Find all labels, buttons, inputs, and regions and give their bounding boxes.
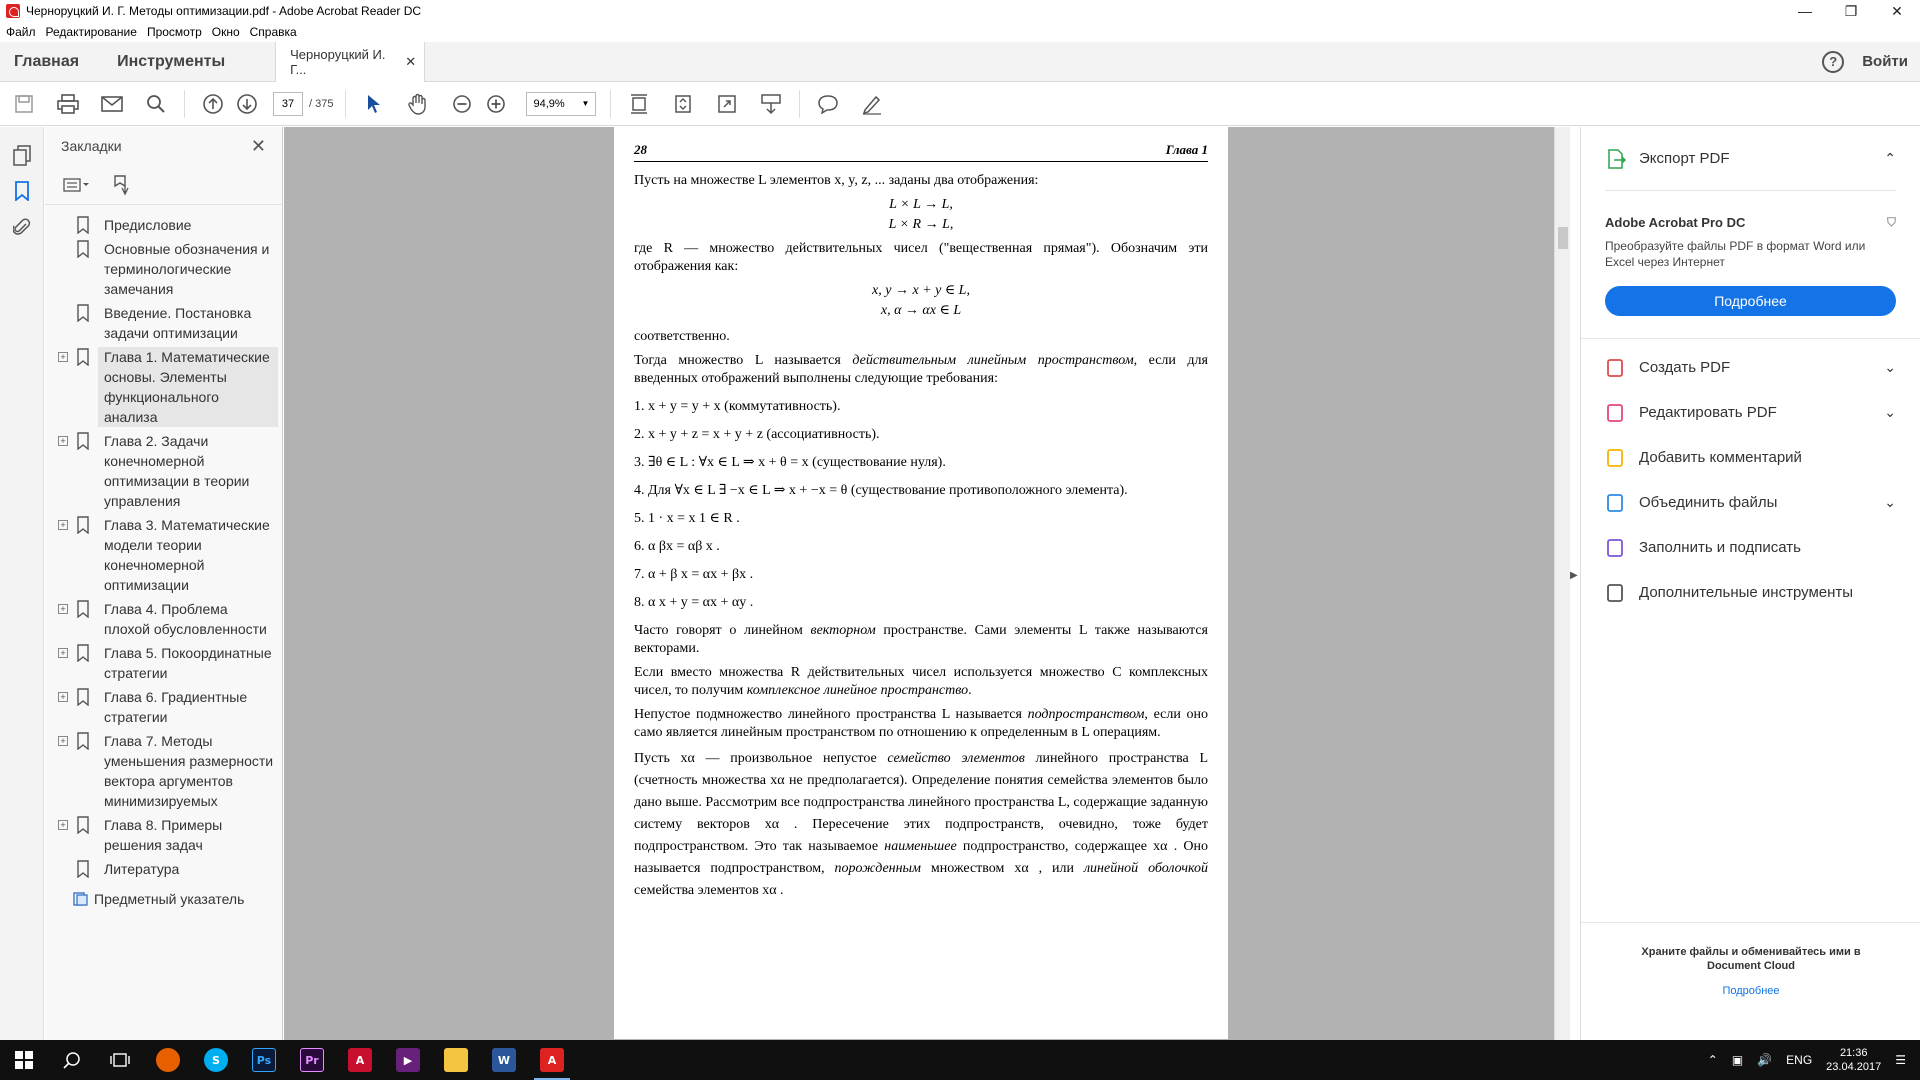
learn-more-button[interactable]: Подробнее: [1605, 286, 1896, 316]
tool-item[interactable]: [1605, 570, 1896, 615]
chevron-up-icon[interactable]: ⌃: [1884, 150, 1896, 166]
toolbar: [0, 82, 1920, 126]
spacer: [58, 244, 68, 254]
text-span: пространстве. Сами элементы L также называются векторами.: [634, 623, 1208, 656]
bookmark-panel-icon[interactable]: [0, 173, 44, 209]
vertical-scrollbar[interactable]: [1554, 127, 1570, 1040]
volume-icon[interactable]: 🔊: [1757, 1053, 1773, 1067]
bookmark-icon: [76, 688, 90, 706]
collapse-right-panel-icon[interactable]: ▶: [1570, 570, 1578, 581]
bookmark-label: Глава 5. Покоординатные стратегии: [104, 645, 272, 681]
window-title: Черноруцкий И. Г. Методы оптимизации.pdf - Adobe Acrobat Reader DC: [26, 4, 422, 18]
text-italic: линейной оболочкой: [1083, 861, 1209, 876]
page-header: [634, 141, 1208, 162]
paragraph: [634, 622, 1208, 658]
paragraph: [634, 352, 1208, 388]
paragraph: [634, 706, 1208, 742]
close-icon[interactable]: ✕: [250, 135, 266, 156]
firefox-icon[interactable]: [144, 1040, 192, 1080]
bookmark-icon: [76, 816, 90, 834]
pro-title: Adobe Acrobat Pro DC: [1605, 215, 1746, 230]
bookmark-label: Предисловие: [104, 217, 192, 233]
tool-icon: [1605, 448, 1625, 468]
visual-studio-icon[interactable]: ▶: [384, 1040, 432, 1080]
hand-tool-icon[interactable]: [406, 92, 430, 116]
zoom-in-icon[interactable]: [484, 92, 508, 116]
tool-item[interactable]: [1605, 345, 1896, 390]
tab-tools[interactable]: Инструменты: [117, 52, 226, 70]
chevron-down-icon: ▼: [581, 99, 590, 108]
text-span: множеством xα , или: [920, 861, 1084, 876]
select-cursor-icon[interactable]: [362, 92, 386, 116]
bookmarks-title: Закладки: [61, 138, 122, 154]
full-screen-icon[interactable]: [715, 92, 739, 116]
bookmark-options-icon[interactable]: [63, 177, 91, 193]
formula: L × R → L,: [888, 217, 954, 232]
spacer: [58, 864, 68, 874]
maximize-button[interactable]: ❐: [1844, 2, 1858, 19]
zoom-out-icon[interactable]: [450, 92, 474, 116]
formula: x, y → x + y ∈ L,: [872, 283, 970, 298]
print-icon[interactable]: [56, 92, 80, 116]
pdf-page: [614, 127, 1228, 1039]
tool-label: Добавить комментарий: [1639, 449, 1802, 466]
close-window-button[interactable]: ✕: [1891, 2, 1903, 19]
cloud-learn-more-link[interactable]: Подробнее: [1722, 985, 1780, 997]
clock-date: 23.04.2017: [1826, 1061, 1882, 1073]
skype-icon[interactable]: S: [192, 1040, 240, 1080]
page-number-label: 28: [634, 142, 647, 157]
bookmark-label: Глава 6. Градиентные стратегии: [104, 689, 248, 725]
bookmark-list: [45, 205, 282, 911]
text-span: Тогда множество L называется: [634, 353, 853, 368]
title-bar: [0, 0, 1920, 22]
text-italic: векторном: [810, 623, 876, 638]
bookmark-item-index[interactable]: [45, 887, 282, 911]
zoom-value: 94,9%: [533, 97, 565, 110]
menu-file[interactable]: Файл: [6, 25, 36, 39]
page-number-input[interactable]: 37: [273, 92, 303, 116]
pages-thumbnail-icon[interactable]: [0, 137, 44, 173]
comment-icon[interactable]: [816, 92, 840, 116]
formula: x, α → αx ∈ L: [880, 303, 962, 318]
requirement-item: 7. α + β x = αx + βx .: [634, 567, 754, 582]
requirement-item: 3. ∃θ ∈ L : ∀x ∈ L ⇒ x + θ = x (существование нуля).: [634, 455, 946, 470]
pro-description: Преобразуйте файлы PDF в формат Word или Excel через Интернет: [1605, 239, 1866, 269]
text-span: Часто говорят о линейном: [634, 623, 811, 638]
attachment-icon[interactable]: [0, 209, 44, 245]
tool-list: [1581, 338, 1920, 615]
text-italic: подпространством: [1027, 707, 1145, 722]
export-pdf-label: Экспорт PDF: [1639, 150, 1730, 167]
expand-plus-icon[interactable]: +: [58, 520, 68, 530]
page-total: / 375: [309, 97, 334, 110]
bookmark-item[interactable]: [45, 813, 282, 857]
premiere-icon[interactable]: Pr: [288, 1040, 336, 1080]
bookmark-icon: [76, 516, 90, 534]
expand-plus-icon[interactable]: +: [58, 436, 68, 446]
tab-document[interactable]: [275, 42, 425, 82]
paragraph: [634, 748, 1208, 902]
tool-icon: [1605, 538, 1625, 558]
signin-button[interactable]: Войти: [1862, 53, 1908, 70]
search-icon[interactable]: [144, 92, 168, 116]
text-span: семейства элементов xα .: [634, 883, 784, 898]
bookmark-item[interactable]: [45, 685, 282, 729]
bookmark-label: Введение. Постановка задачи оптимизации: [104, 305, 252, 341]
bookmarks-panel: [45, 127, 283, 1040]
rotate-icon[interactable]: [671, 92, 695, 116]
page-up-icon[interactable]: [201, 92, 225, 116]
bookmark-item[interactable]: [45, 597, 282, 641]
file-explorer-icon[interactable]: [432, 1040, 480, 1080]
expand-plus-icon[interactable]: +: [58, 352, 68, 362]
tools-pane: [1580, 127, 1920, 1040]
left-navigation-rail: [0, 127, 44, 1040]
requirement-item: 1. x + y = y + x (коммутативность).: [634, 399, 841, 414]
tab-document-label: Черноруцкий И. Г...: [290, 46, 386, 77]
bookmark-icon: [76, 644, 90, 662]
tool-label: Редактировать PDF: [1639, 404, 1777, 421]
chevron-down-icon[interactable]: ⌄: [1884, 359, 1896, 375]
bookmark-icon: [76, 304, 90, 322]
paragraph: где R — множество действительных чисел ("вещественная прямая"). Обозначим эти отображения как:: [634, 241, 1208, 274]
requirement-item: 5. 1 · x = x 1 ∈ R .: [634, 511, 740, 526]
paragraph: соответственно.: [634, 329, 730, 344]
bookmark-icon: [76, 860, 90, 878]
bookmark-icon: [76, 432, 90, 450]
email-icon[interactable]: [100, 92, 124, 116]
bookmark-item[interactable]: [45, 345, 282, 429]
clock-time: 21:36: [1839, 1047, 1868, 1059]
spacer: [58, 308, 68, 318]
scroll-mode-icon[interactable]: [759, 92, 783, 116]
tool-icon: [1605, 403, 1625, 423]
text-italic: комплексное линейное пространство: [746, 683, 969, 698]
fit-page-icon[interactable]: [627, 92, 651, 116]
tool-icon: [1605, 583, 1625, 603]
highlight-pen-icon[interactable]: [860, 92, 884, 116]
bookmark-label: Глава 7. Методы уменьшения размерности вектора аргументов минимизируемых: [104, 733, 274, 809]
text-span: , если для введенных отображений выполнены следующие требования:: [634, 353, 1208, 386]
word-icon[interactable]: W: [480, 1040, 528, 1080]
requirement-item: 6. α βx = αβ x .: [634, 539, 720, 554]
bookmark-icon: [76, 240, 90, 258]
close-tab-icon[interactable]: ✕: [405, 53, 417, 69]
tool-icon: [1605, 358, 1625, 378]
requirements-list: [634, 398, 1208, 612]
expand-plus-icon[interactable]: +: [58, 736, 68, 746]
text-span: подпространство, содержащее xα . Оно называется подпространством,: [634, 839, 1209, 876]
acrobat-taskbar-icon[interactable]: A: [528, 1040, 576, 1080]
tool-item[interactable]: [1605, 525, 1896, 570]
text-span: Непустое подмножество линейного пространства L называется: [634, 707, 1028, 722]
text-span: .: [968, 683, 972, 698]
tool-label: Заполнить и подписать: [1639, 539, 1801, 556]
bookmark-label: Предметный указатель: [94, 891, 245, 907]
text-span: Пусть xα — произвольное непустое: [634, 751, 888, 766]
bookmarks-toolbar: [45, 165, 282, 205]
chevron-down-icon[interactable]: ⌄: [1884, 494, 1896, 510]
tab-bar: [0, 42, 1920, 82]
expand-plus-icon[interactable]: +: [58, 692, 68, 702]
formula: L × L → L,: [889, 197, 953, 212]
help-icon[interactable]: ?: [1822, 51, 1844, 73]
acrobat-icon: [6, 4, 20, 18]
requirement-item: 8. α x + y = αx + αy .: [634, 595, 754, 610]
text-span: линейного пространства L (счетность множества xα не предполагается). Определение понятия семейства элементов было дано выше. Рассмотрим все подпространства линейного пространства L, содержащие заданную систему векторов xα . Пересечение этих подпространств, очевидно, тоже будет подпространством. Это так называемое: [634, 751, 1208, 854]
text-italic: порожденным: [834, 861, 921, 876]
tool-label: Объединить файлы: [1639, 494, 1778, 511]
zoom-select[interactable]: [526, 92, 596, 116]
menu-help[interactable]: Справка: [249, 25, 297, 39]
bookmark-label: Глава 8. Примеры решения задач: [104, 817, 223, 853]
bookmarks-header: [45, 127, 282, 165]
scrollbar-thumb[interactable]: [1558, 227, 1568, 249]
menu-window[interactable]: Окно: [211, 25, 240, 39]
save-icon[interactable]: [12, 92, 36, 116]
text-italic: наименьшее: [884, 839, 957, 854]
chapter-label: Глава 1: [1165, 142, 1208, 157]
tool-icon: [1605, 493, 1625, 513]
tool-item[interactable]: [1605, 480, 1896, 525]
bookmark-item[interactable]: [45, 513, 282, 597]
requirement-item: 4. Для ∀x ∈ L ∃ −x ∈ L ⇒ x + −x = θ (существование противоположного элемента).: [634, 483, 1128, 498]
chevron-down-icon[interactable]: ⌄: [1884, 404, 1896, 420]
menu-view[interactable]: Просмотр: [146, 25, 202, 39]
tab-home[interactable]: Главная: [14, 52, 80, 70]
expand-bookmark-icon[interactable]: [111, 174, 133, 196]
text-span: , если оно само является линейным пространством по отношению к определенным в L операциям.: [634, 707, 1208, 740]
expand-plus-icon[interactable]: +: [58, 604, 68, 614]
taskbar: [0, 1040, 1920, 1080]
spacer: [58, 894, 68, 904]
text-span: Если вместо множества R действительных чисел используется множество C комплексных чисел, то получим: [634, 665, 1208, 698]
menu-bar: [0, 22, 1920, 42]
autocad-icon[interactable]: A: [336, 1040, 384, 1080]
tool-label: Дополнительные инструменты: [1639, 584, 1854, 601]
photoshop-icon[interactable]: Ps: [240, 1040, 288, 1080]
bookmark-item[interactable]: [45, 729, 282, 813]
document-view[interactable]: [284, 127, 1570, 1040]
bookmark-label: Глава 2. Задачи конечномерной оптимизации в теории управления: [104, 433, 250, 509]
minimize-button[interactable]: —: [1798, 3, 1812, 19]
bookmark-item[interactable]: [45, 641, 282, 685]
bookmark-icon: [76, 600, 90, 618]
expand-plus-icon[interactable]: +: [58, 648, 68, 658]
text-italic: действительным линейным пространством: [852, 353, 1134, 368]
bookmark-item[interactable]: [45, 237, 282, 301]
task-view-icon[interactable]: [96, 1040, 144, 1080]
taskbar-search-icon[interactable]: [48, 1040, 96, 1080]
language-indicator[interactable]: ENG: [1786, 1053, 1813, 1067]
notifications-icon[interactable]: ☰: [1895, 1053, 1906, 1067]
tray-chevron-icon[interactable]: ⌃: [1707, 1053, 1718, 1067]
bookmark-item[interactable]: [45, 301, 282, 345]
bookmark-label: Литература: [104, 861, 180, 877]
export-pdf-header[interactable]: [1605, 127, 1896, 191]
menu-edit[interactable]: Редактирование: [45, 25, 137, 39]
paragraph: Пусть на множестве L элементов x, y, z, ... заданы два отображения:: [634, 173, 1039, 188]
bookmark-icon: [76, 216, 90, 234]
bookmark-item[interactable]: [45, 213, 282, 237]
bookmark-icon: [76, 348, 90, 366]
bookmark-label: Основные обозначения и терминологические замечания: [104, 241, 270, 297]
expand-plus-icon[interactable]: +: [58, 820, 68, 830]
tool-item[interactable]: [1605, 435, 1896, 480]
tool-label: Создать PDF: [1639, 359, 1731, 376]
requirement-item: 2. x + y + z = x + y + z (ассоциативность).: [634, 427, 880, 442]
network-icon[interactable]: ▣: [1731, 1053, 1744, 1067]
bookmark-label: Глава 1. Математические основы. Элементы функционального анализа: [98, 347, 278, 427]
cloud-message: Храните файлы и обменивайтесь ими в Document Cloud: [1641, 946, 1861, 972]
paragraph: [634, 664, 1208, 700]
start-button[interactable]: [0, 1040, 48, 1080]
export-pdf-icon: [1605, 148, 1627, 170]
document-cloud-promo: [1581, 922, 1920, 1040]
system-tray: [1708, 1046, 1906, 1074]
cloud-convert-icon: ⛉: [1886, 215, 1896, 229]
bookmark-label: Глава 4. Проблема плохой обусловленности: [104, 601, 267, 637]
clock[interactable]: [1826, 1046, 1881, 1074]
text-italic: семейство элементов: [887, 751, 1025, 766]
spacer: [58, 220, 68, 230]
tool-item[interactable]: [1605, 390, 1896, 435]
page-down-icon[interactable]: [235, 92, 259, 116]
bookmark-label: Глава 3. Математические модели теории конечномерной оптимизации: [104, 517, 270, 593]
bookmark-item[interactable]: [45, 857, 282, 881]
bookmark-icon: [76, 732, 90, 750]
bookmark-item[interactable]: [45, 429, 282, 513]
index-icon: [72, 891, 88, 907]
